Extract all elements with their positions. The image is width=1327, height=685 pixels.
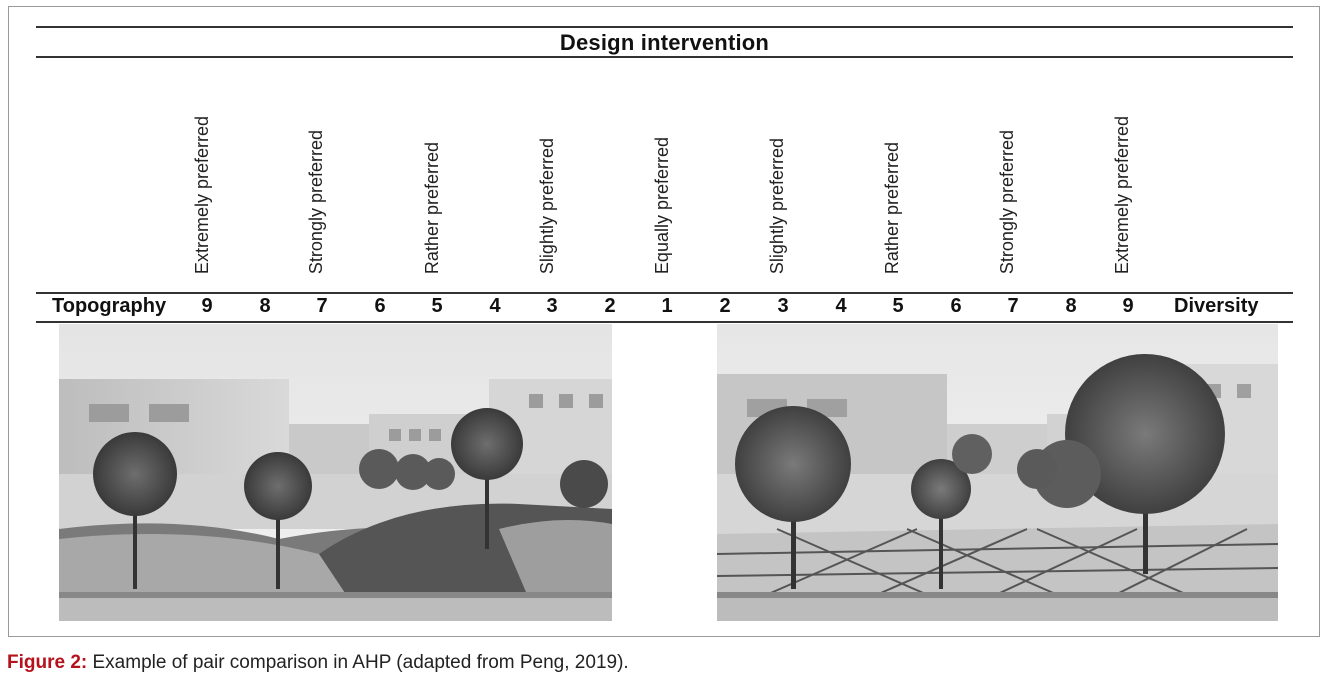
scale-value: 9 [201,295,213,317]
scale-value: 1 [661,295,673,317]
scale-bottom-rule [36,321,1293,323]
pref-label-left-slightly: Slightly preferred [536,137,557,274]
pref-label-left-extremely: Extremely preferred [191,115,212,274]
scale-value: 4 [489,295,501,317]
scale-value: 3 [777,295,789,317]
pref-label-equally: Equally preferred [651,136,672,274]
top-rule [36,26,1293,28]
pref-label-right-rather: Rather preferred [881,141,902,274]
scale-value: 6 [950,295,962,317]
scale-value: 7 [316,295,328,317]
scale-value: 8 [1065,295,1077,317]
scale-value: 6 [374,295,386,317]
scale-value: 2 [719,295,731,317]
scale-value: 5 [431,295,443,317]
pref-label-right-extremely: Extremely preferred [1111,115,1132,274]
right-criterion: Diversity [1174,295,1259,317]
scale-value: 2 [604,295,616,317]
scale-value: 8 [259,295,271,317]
caption-label: Figure 2: [7,652,88,673]
figure-title: Design intervention [559,30,770,55]
diversity-render [717,324,1278,621]
scale-row [36,292,1293,322]
caption-text: Example of pair comparison in AHP (adapted from Peng, 2019). [87,652,629,673]
topography-render [59,324,612,621]
title-rule [36,56,1293,58]
pref-label-left-strongly: Strongly preferred [305,129,326,274]
pref-label-right-slightly: Slightly preferred [766,137,787,274]
figure-caption [7,652,629,674]
scale-value: 3 [546,295,558,317]
left-criterion: Topography [52,295,167,317]
pref-label-left-rather: Rather preferred [421,141,442,274]
scale-value: 7 [1007,295,1019,317]
scale-value: 4 [835,295,847,317]
scale-value: 9 [1122,295,1134,317]
pref-label-right-strongly: Strongly preferred [996,129,1017,274]
scale-value: 5 [892,295,904,317]
